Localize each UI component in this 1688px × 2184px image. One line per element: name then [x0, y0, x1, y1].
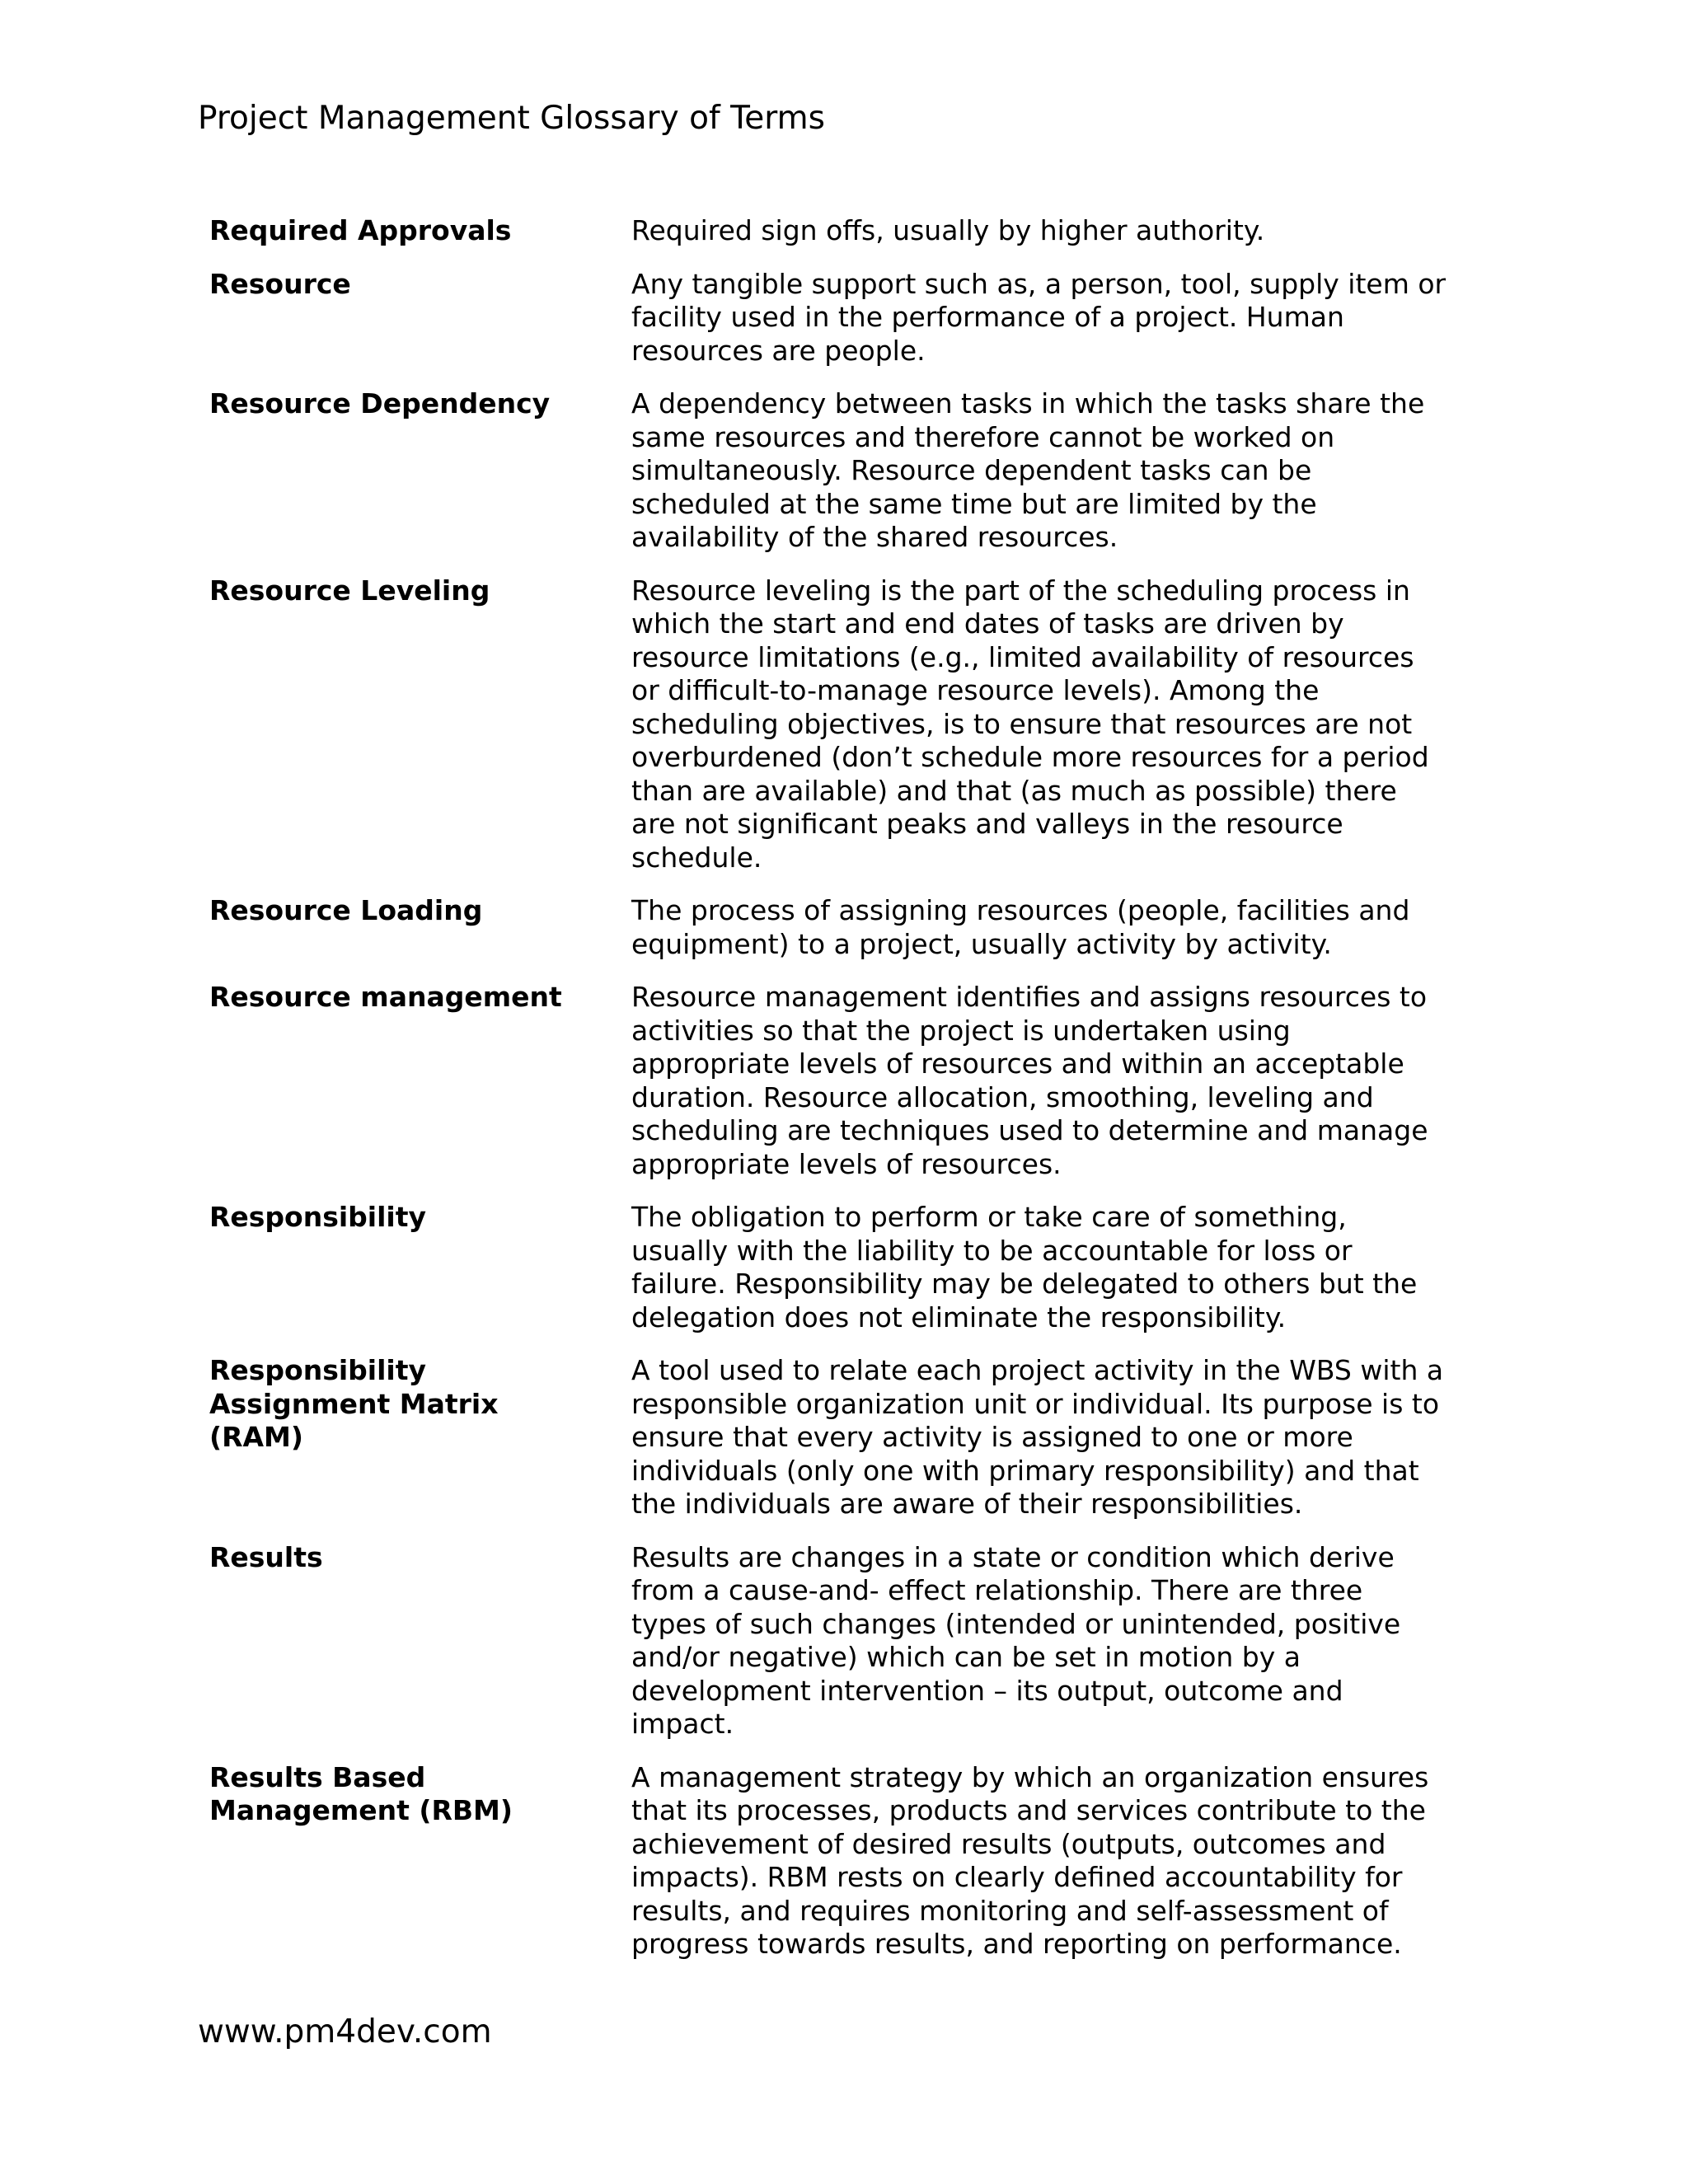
glossary-term: Resource Leveling [209, 574, 490, 607]
glossary-term: Responsibility [209, 1201, 427, 1233]
glossary-list [209, 214, 1495, 1981]
glossary-term: Responsibility Assignment Matrix (RAM) [209, 1354, 499, 1453]
glossary-definition: The process of assigning resources (people, facilities and equipment) to a project, usually activity by activity. [631, 894, 1410, 960]
glossary-definition: Results are changes in a state or condition which derive from a cause-and- effect relationship. There are three types of such changes (intended or unintended, positive and/or negative) which can be set in motion by a development intervention – its output, outcome and impact. [631, 1540, 1401, 1740]
glossary-entry-resource-leveling [209, 574, 1495, 875]
glossary-term: Results Based Management (RBM) [209, 1760, 513, 1826]
glossary-term: Results [209, 1540, 323, 1573]
page-footer [198, 2011, 492, 2054]
glossary-definition: Resource management identifies and assigns resources to activities so that the project is undertaken using appropriate levels of resources and within an acceptable duration. Resource allocation, smoothing, leveling and scheduling are techniques used to determine and manage appropriate levels of resources. [631, 981, 1428, 1180]
glossary-entry-resource-management [209, 981, 1495, 1181]
glossary-entry-responsibility [209, 1201, 1495, 1334]
glossary-definition: A tool used to relate each project activity in the WBS with a responsible organization unit or individual. Its purpose is to ensure that every activity is assigned to one or more individuals (only one with primary responsibility) and that the individuals are aware of their responsibilities. [631, 1354, 1444, 1520]
glossary-term: Resource Dependency [209, 387, 551, 419]
page-header [198, 97, 825, 140]
glossary-entry-ram [209, 1354, 1495, 1521]
footer-url: www.pm4dev.com [198, 2013, 492, 2050]
glossary-entry-resource [209, 268, 1495, 368]
glossary-entry-results [209, 1541, 1495, 1741]
glossary-term: Required Approvals [209, 214, 512, 246]
glossary-definition: Resource leveling is the part of the scheduling process in which the start and end dates of tasks are driven by resource limitations (e.g., limited availability of resources or difficult-to-manage resource levels). Among the scheduling objectives, is to ensure that resources are not overburdened (don’t schedule more resources for a period than are available) and that (as much as possible) there are not significant peaks and valleys in the resource schedule. [631, 574, 1429, 874]
glossary-entry-required-approvals [209, 214, 1495, 248]
glossary-definition: A dependency between tasks in which the tasks share the same resources and therefore cannot be worked on simultaneously. Resource dependent tasks can be scheduled at the same time but are limited by the availability of the shared resources. [631, 387, 1425, 553]
glossary-entry-resource-loading [209, 894, 1495, 961]
page-title: Project Management Glossary of Terms [198, 100, 825, 137]
glossary-entry-resource-dependency [209, 387, 1495, 555]
glossary-definition: Required sign offs, usually by higher authority. [631, 214, 1265, 246]
glossary-term: Resource [209, 267, 351, 300]
glossary-entry-rbm [209, 1761, 1495, 1961]
glossary-term: Resource Loading [209, 894, 483, 926]
glossary-definition: Any tangible support such as, a person, tool, supply item or facility used in the performance of a project. Human resources are people. [631, 267, 1447, 367]
glossary-definition: The obligation to perform or take care of something, usually with the liability to be accountable for loss or failure. Responsibility may be delegated to others but the delegation does not eliminate the responsibility. [631, 1201, 1418, 1333]
glossary-definition: A management strategy by which an organization ensures that its processes, products and services contribute to the achievement of desired results (outputs, outcomes and impacts). RBM rests on clearly defined accountability for results, and requires monitoring and self-assessment of progress towards results, and reporting on performance. [631, 1760, 1429, 1960]
glossary-term: Resource management [209, 981, 562, 1013]
